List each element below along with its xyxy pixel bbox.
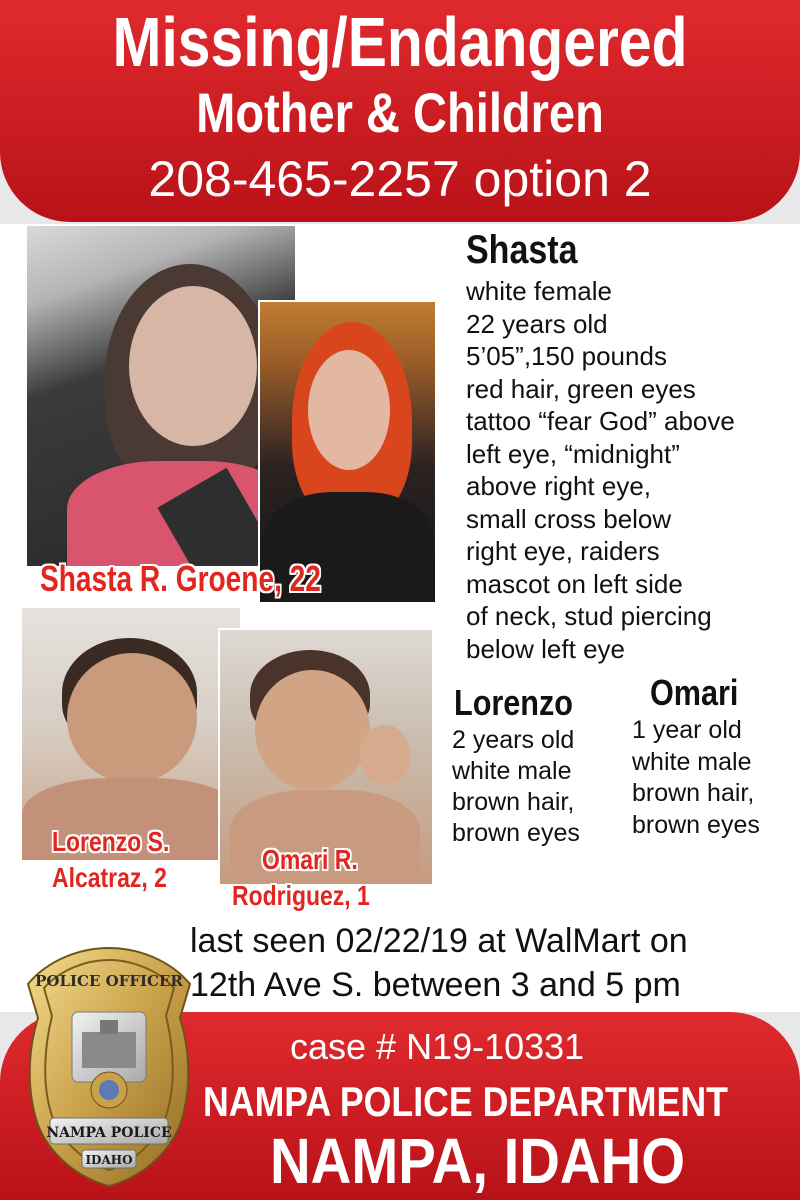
shasta-detail: white female <box>466 276 612 306</box>
city-name: NAMPA, IDAHO <box>270 1125 686 1197</box>
last-seen-line2: 12th Ave S. between 3 and 5 pm <box>190 966 681 1004</box>
poster-title: Missing/Endangered <box>112 3 688 81</box>
shasta-detail: of neck, stud piercing <box>466 601 712 631</box>
shasta-caption: Shasta R. Groene, 22 <box>40 558 321 599</box>
shasta-description <box>466 275 735 665</box>
shasta-detail: red hair, green eyes <box>466 373 696 404</box>
shasta-detail: small cross below <box>466 503 672 534</box>
lorenzo-detail: brown hair, <box>452 788 575 816</box>
lorenzo-description <box>452 725 580 849</box>
shasta-detail: 22 years old <box>466 308 608 339</box>
omari-detail: brown hair, <box>632 779 755 807</box>
omari-name: Omari <box>650 672 739 713</box>
omari-detail: 1 year old <box>632 716 742 744</box>
shasta-name: Shasta <box>466 228 578 272</box>
header-banner <box>0 0 800 222</box>
shasta-detail: tattoo “fear God” above <box>466 406 735 436</box>
department-name: NAMPA POLICE DEPARTMENT <box>203 1078 728 1125</box>
omari-detail: brown eyes <box>632 810 760 839</box>
shasta-detail: below left eye <box>466 633 625 664</box>
shasta-detail: left eye, “midnight” <box>466 438 680 469</box>
shasta-detail: right eye, raiders <box>466 536 660 566</box>
shasta-detail: mascot on left side <box>466 568 683 599</box>
lorenzo-detail: white male <box>452 757 572 785</box>
lorenzo-name: Lorenzo <box>454 682 573 723</box>
lorenzo-caption-line2: Alcatraz, 2 <box>52 862 167 893</box>
lorenzo-detail: 2 years old <box>452 726 575 754</box>
shasta-photo-1 <box>27 226 295 566</box>
shasta-detail: above right eye, <box>466 471 652 501</box>
lorenzo-detail: brown eyes <box>452 819 580 847</box>
omari-detail: white male <box>632 747 752 776</box>
badge-top-text: POLICE OFFICER <box>35 972 183 990</box>
contact-phone: 208-465-2257 option 2 <box>148 151 652 207</box>
shasta-detail: 5’05”,150 pounds <box>466 341 667 371</box>
omari-description <box>632 715 760 841</box>
last-seen-line1: last seen 02/22/19 at WalMart on <box>190 922 688 960</box>
poster-subtitle: Mother & Children <box>196 81 604 144</box>
lorenzo-photo <box>22 608 240 860</box>
badge-bottom-text: NAMPA POLICE <box>46 1125 172 1141</box>
case-number: case # N19-10331 <box>290 1026 585 1067</box>
omari-caption-line1: Omari R. <box>262 844 358 875</box>
lorenzo-caption-line1: Lorenzo S. <box>52 826 170 857</box>
police-badge-icon <box>20 940 198 1190</box>
badge-state-text: IDAHO <box>85 1153 133 1167</box>
omari-caption-line2: Rodriguez, 1 <box>232 880 370 911</box>
